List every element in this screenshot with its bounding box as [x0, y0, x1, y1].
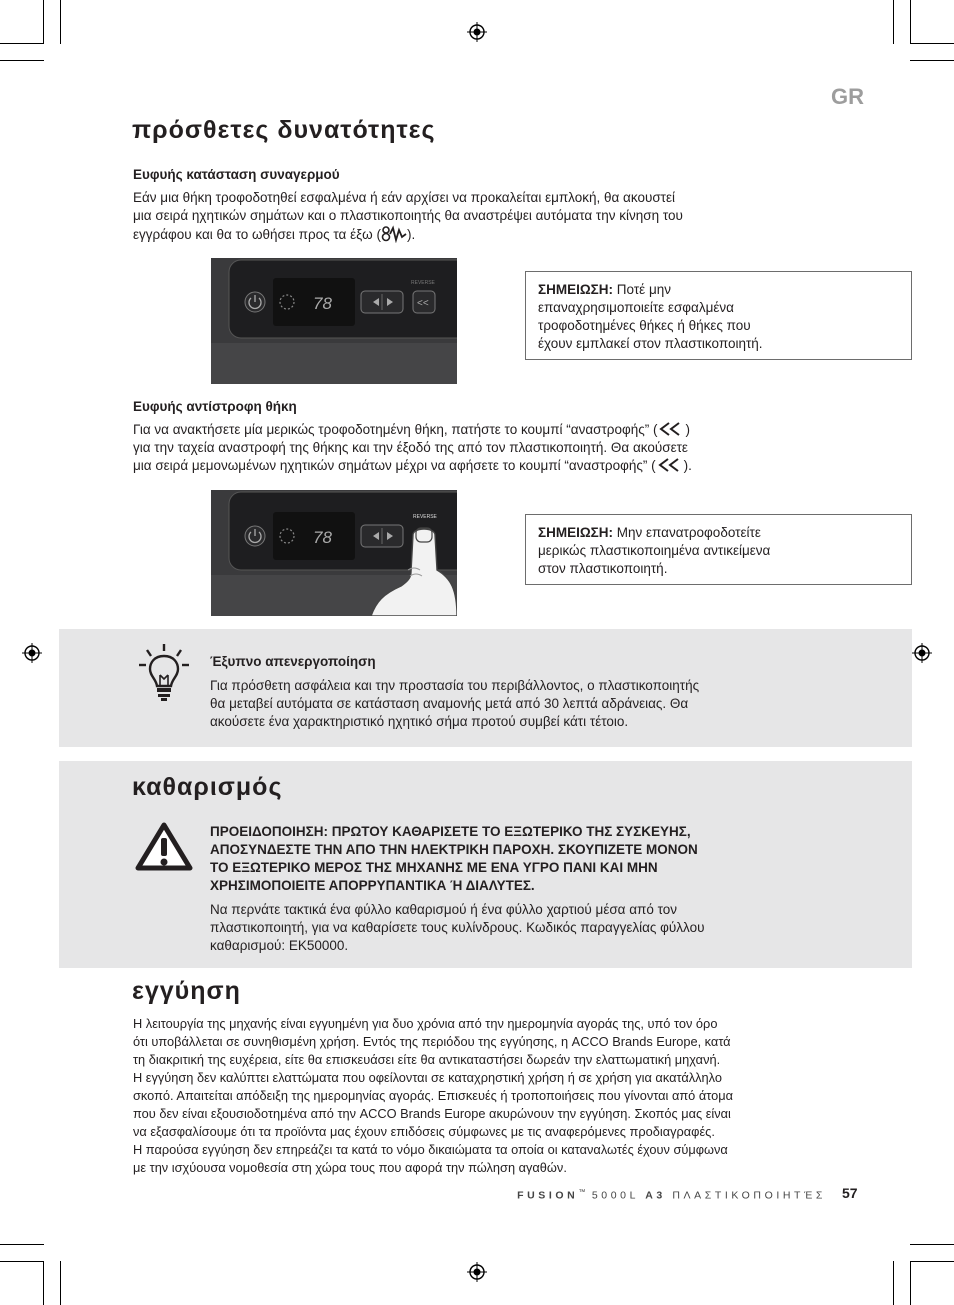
registration-mark-icon	[22, 643, 42, 663]
crop-mark	[910, 1261, 954, 1262]
crop-mark	[43, 1261, 44, 1305]
note-jam: ΣΗΜΕΙΩΣΗ: Ποτέ μην επαναχρησιμοποιείτε εσφαλμένα τροφοδοτημένες θήκες ή θήκες που έχουν εμπλακεί στον πλαστικοποιητή.	[525, 271, 912, 360]
crop-mark	[60, 1261, 61, 1305]
note-reverse: ΣΗΜΕΙΩΣΗ: Μην επανατροφοδοτείτε μερικώς πλαστικοποιημένα αντικείμενα στον πλαστικοποιητή.	[525, 514, 912, 585]
warning-triangle-icon	[135, 822, 193, 872]
crop-mark	[0, 43, 44, 44]
control-panel-image	[211, 258, 457, 384]
cleaning-paragraph: Να περνάτε τακτικά ένα φύλλο καθαρισμού ή ένα φύλλο χαρτιού μέσα από τον πλαστικοποιητή, για να καθαρίσετε τους κυλίνδρους. Κωδικός παραγγελίας φύλλου καθαρισμού: EK50000.	[210, 902, 705, 953]
crop-mark	[910, 1261, 911, 1305]
cleaning-warning: ΠΡΟΕΙΔΟΠΟΙΗΣΗ: ΠΡΩΤΟΥ ΚΑΘΑΡΙΣΕΤΕ ΤΟ ΕΞΩΤΕΡΙΚΟ ΤΗΣ ΣΥΣΚΕΥΗΣ, ΑΠΟΣΥΝΔΕΣΤΕ ΤΗΝ ΑΠΟ ΤΗΝ ΗΛΕΚΤΡΙΚΗ ΠΑΡΟΧΗ. ΣΚΟΥΠΙΖΕΤΕ ΜΟΝΟΝ ΤΟ ΕΞΩΤΕΡΙΚΟ ΜΕΡΟΣ ΤΗΣ ΜΗΧΑΝΗΣ ΜΕ ΕΝΑ ΥΓΡΟ ΠΑΝΙ ΚΑΙ ΜΗΝ ΧΡΗΣΙΜΟΠΟΙΕΙΤΕ ΑΠΟΡΡΥΠΑΝΤΙΚΑ Ή ΔΙΑΛΥΤΕΣ.	[210, 824, 698, 893]
features-title: πρόσθετες δυνατότητες	[132, 116, 436, 144]
crop-mark	[893, 0, 894, 44]
crop-mark	[43, 0, 44, 44]
lightbulb-icon	[138, 643, 190, 701]
jam-alert-icon	[381, 225, 407, 243]
registration-mark-icon	[912, 643, 932, 663]
svg-text:78: 78	[313, 528, 332, 547]
reverse-heading: Ευφυής αντίστροφη θήκη	[133, 399, 297, 414]
temp-display: 78	[313, 294, 332, 313]
footer-product-line: FUSION™ 5000L A3 ΠΛΑΣΤΙΚΟΠΟΙΗΤΈΣ	[517, 1189, 826, 1202]
crop-mark	[910, 0, 911, 44]
svg-text:<<: <<	[417, 298, 429, 309]
crop-mark	[0, 1261, 44, 1262]
warranty-title: εγγύηση	[132, 977, 241, 1005]
jam-heading: Ευφυής κατάσταση συναγερμού	[133, 167, 340, 182]
registration-mark-icon	[467, 1262, 487, 1282]
control-panel-reverse-image	[211, 490, 457, 616]
registration-mark-icon	[467, 22, 487, 42]
crop-mark	[0, 60, 44, 61]
auto-off-paragraph: Για πρόσθετη ασφάλεια και την προστασία του περιβάλλοντος, ο πλαστικοποιητής θα μεταβεί αυτόματα σε κατάσταση αναμονής μετά από 30 λεπτά αδράνειας. Θα ακούσετε ένα χαρακτηριστικό ηχητικό σήμα προτού συμβεί κάτι τέτοιο.	[210, 678, 700, 729]
crop-mark	[893, 1261, 894, 1305]
jam-paragraph: Εάν μια θήκη τροφοδοτηθεί εσφαλμένα ή εάν αρχίσει να προκαλείται εμπλοκή, θα ακουστεί μια σειρά ηχητικών σημάτων και ο πλαστικοποιητής θα αναστρέψει αυτόματα την κίνηση του εγγράφου και θα το ωθήσει προς τα έξω ( ).	[133, 190, 683, 242]
crop-mark	[910, 60, 954, 61]
reverse-label: REVERSE	[411, 280, 435, 286]
cleaning-title: καθαρισμός	[132, 773, 283, 801]
crop-mark	[0, 1244, 44, 1245]
reverse-icon	[657, 421, 685, 437]
auto-off-heading: Έξυπνο απενεργοποίηση	[210, 654, 376, 669]
warranty-paragraph: Η λειτουργία της μηχανής είναι εγγυημένη για δυο χρόνια από την ημερομηνία αγοράς της, υπό τον όρο ότι υποβάλλεται σε συνηθισμένη χρήση. Εντός της περιόδου της εγγύησης, η ACCO Brands Europe, κατά τη διακριτική της ευχέρεια, είτε θα επισκευάσει είτε θα αντικαταστήσει δωρεάν την ελαττωματική μηχανή. Η εγγύηση δεν καλύπτει ελαττώματα που οφείλονται σε καταχρηστική χρήση ή σε χρήση για ακατάλληλο σκοπό. Απαιτείται απόδειξη της ημερομηνίας αγοράς. Επισκευές ή τροποποιήσεις που γίνονται από άτομα που δεν είναι εξουσιοδοτημένα από την ACCO Brands Europe ακυρώνουν την εγγύηση. Σκοπός μας είναι να εξασφαλίσουμε ότι τα προϊόντα μας έχουν επιδόσεις σύμφωνες με τις αναφερόμενες προδιαγραφές. Η παρούσα εγγύηση δεν επηρεάζει τα κατά το νόμο δικαιώματα τα οποία οι καταναλωτές έχουν σύμφωνα με την ισχύουσα νομοθεσία στη χώρα τους που αφορά την πώληση αγαθών.	[133, 1016, 734, 1175]
reverse-icon	[656, 457, 684, 473]
crop-mark	[60, 0, 61, 44]
svg-text:REVERSE: REVERSE	[413, 514, 437, 520]
language-code: GR	[831, 84, 864, 109]
page-number: 57	[842, 1185, 858, 1201]
crop-mark	[910, 1244, 954, 1245]
crop-mark	[910, 43, 954, 44]
reverse-paragraph: Για να ανακτήσετε μία μερικώς τροφοδοτημένη θήκη, πατήστε το κουμπί “αναστροφής” ( ) για την ταχεία αναστροφή της θήκης και την έξοδό της από τον πλαστικοποιητή. Θα ακούσετε μια σειρά μεμονωμένων ηχητικών σημάτων μέχρι να αφήσετε το κουμπί “αναστροφής” ( ).	[133, 422, 692, 473]
